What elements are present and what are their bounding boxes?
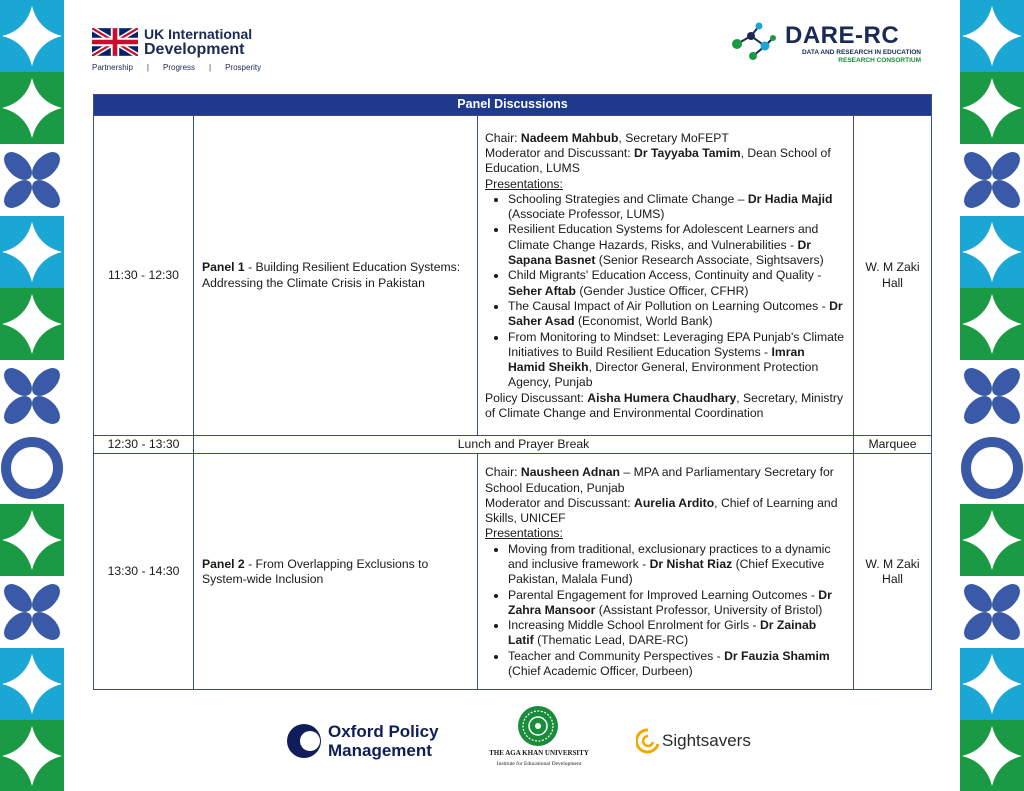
panel1-moderator: Moderator and Discussant: Dr Tayyaba Tamim, Dean School of Education, LUMS — [485, 145, 831, 176]
break-row — [94, 436, 932, 454]
list-item: • From Monitoring to Mindset: Leveraging EPA Punjab's Climate Initiatives to Build Resilient Education Systems - Imran Hamid Sheikh, Director General, Environment Protection Agency, Punjab — [508, 330, 845, 391]
border-tile — [0, 72, 64, 144]
list-item: • The Causal Impact of Air Pollution on Learning Outcomes - Dr Saher Asad (Economist, World Bank) — [508, 299, 845, 330]
panel1-row — [94, 116, 932, 436]
border-tile — [960, 360, 1024, 432]
panel2-time: 13:30 - 14:30 — [94, 454, 194, 690]
page-footer — [64, 700, 960, 791]
list-item: • Increasing Middle School Enrolment for Girls - Dr Zainab Latif (Thematic Lead, DARE-RC) — [508, 618, 845, 649]
border-tile — [960, 216, 1024, 288]
opm-line2: Management — [328, 741, 432, 760]
list-item: • Resilient Education Systems for Adolescent Learners and Climate Change Hazards, Risks, and Vulnerabilities - Dr Sapana Basnet (Senior Research Associate, Sightsavers) — [508, 222, 845, 268]
aga-khan-university-logo — [484, 705, 594, 775]
aku-name: THE AGA KHAN UNIVERSITY — [489, 749, 589, 757]
panel2-venue: W. M Zaki Hall — [854, 454, 932, 690]
border-tile — [960, 288, 1024, 360]
list-item: • Parental Engagement for Improved Learning Outcomes - Dr Zahra Mansoor (Assistant Professor, University of Bristol) — [508, 588, 845, 619]
aku-seal-icon — [517, 705, 559, 747]
opm-crescent-icon — [286, 723, 322, 759]
list-item: • Moving from traditional, exclusionary practices to a dynamic and inclusive framework - Dr Nishat Riaz (Chief Executive Pakistan, Malala Fund) — [508, 542, 845, 588]
sightsavers-eye-icon — [636, 728, 660, 754]
border-tile — [0, 288, 64, 360]
panel2-row — [94, 454, 932, 690]
uk-logo-line2: Development — [144, 41, 245, 58]
list-item: • Schooling Strategies and Climate Change – Dr Hadia Majid (Associate Professor, LUMS) — [508, 192, 845, 223]
sightsavers-name: Sightsavers — [662, 731, 751, 750]
panel1-chair: Chair: Nadeem Mahbub, Secretary MoFEPT — [485, 130, 729, 145]
panel2-presentations-label: Presentations: — [485, 526, 563, 541]
aku-subtitle: Institute for Educational Development — [496, 761, 582, 767]
border-tile — [0, 504, 64, 576]
break-title: Lunch and Prayer Break — [194, 436, 854, 454]
panel2-details — [478, 454, 854, 690]
border-tile — [0, 432, 64, 504]
agenda-table — [93, 94, 932, 690]
border-tile — [960, 648, 1024, 720]
border-tile — [0, 144, 64, 216]
border-tile — [960, 576, 1024, 648]
border-tile — [960, 504, 1024, 576]
panel2-moderator: Moderator and Discussant: Aurelia Ardito, Chief of Learning and Skills, UNICEF — [485, 495, 838, 526]
section-header-row — [94, 95, 932, 116]
border-tile — [960, 720, 1024, 791]
left-decorative-border — [0, 0, 64, 791]
dare-rc-logo — [729, 22, 929, 66]
border-tile — [960, 144, 1024, 216]
right-decorative-border — [960, 0, 1024, 791]
uk-logo-tagline: Partnership | Progress | Prosperity — [92, 63, 262, 72]
panel1-presentations-list — [485, 192, 845, 391]
dare-rc-subtitle-2: RESEARCH CONSORTIUM — [838, 57, 921, 64]
break-time: 12:30 - 13:30 — [94, 436, 194, 454]
dare-rc-name: DARE-RC — [785, 22, 900, 49]
border-tile — [0, 648, 64, 720]
panel1-policy-discussant: Policy Discussant: Aisha Humera Chaudhary, Secretary, Ministry of Climate Change and Environmental Coordination — [485, 390, 844, 421]
section-title: Panel Discussions — [94, 95, 932, 116]
border-tile — [0, 0, 64, 72]
border-tile — [0, 360, 64, 432]
panel1-presentations-label: Presentations: — [485, 176, 563, 191]
border-tile — [0, 576, 64, 648]
panel1-title: Panel 1 - Building Resilient Education Systems: Addressing the Climate Crisis in Pakistan — [194, 116, 478, 436]
border-tile — [0, 720, 64, 791]
border-tile — [960, 432, 1024, 504]
panel2-chair: Chair: Nausheen Adnan – MPA and Parliamentary Secretary for School Education, Punjab — [485, 465, 834, 495]
border-tile — [960, 0, 1024, 72]
network-nodes-icon — [729, 22, 777, 64]
dare-rc-subtitle-1: DATA AND RESEARCH IN EDUCATION — [801, 49, 921, 56]
list-item: • Teacher and Community Perspectives - Dr Fauzia Shamim (Chief Academic Officer, Durbeen) — [508, 649, 845, 680]
union-jack-flag-icon — [92, 28, 138, 56]
panel1-time: 11:30 - 12:30 — [94, 116, 194, 436]
page-header — [64, 0, 960, 90]
uk-logo-line1: UK International — [144, 26, 253, 42]
border-tile — [960, 72, 1024, 144]
opm-line1: Oxford Policy — [328, 722, 439, 741]
list-item: • Child Migrants' Education Access, Continuity and Quality - Seher Aftab (Gender Justice Officer, CFHR) — [508, 268, 845, 299]
panel2-presentations-list — [485, 542, 845, 680]
border-tile — [0, 216, 64, 288]
panel1-venue: W. M Zaki Hall — [854, 116, 932, 436]
panel2-title: Panel 2 - From Overlapping Exclusions to System-wide Inclusion — [194, 454, 478, 690]
break-venue: Marquee — [854, 436, 932, 454]
panel1-details — [478, 116, 854, 436]
